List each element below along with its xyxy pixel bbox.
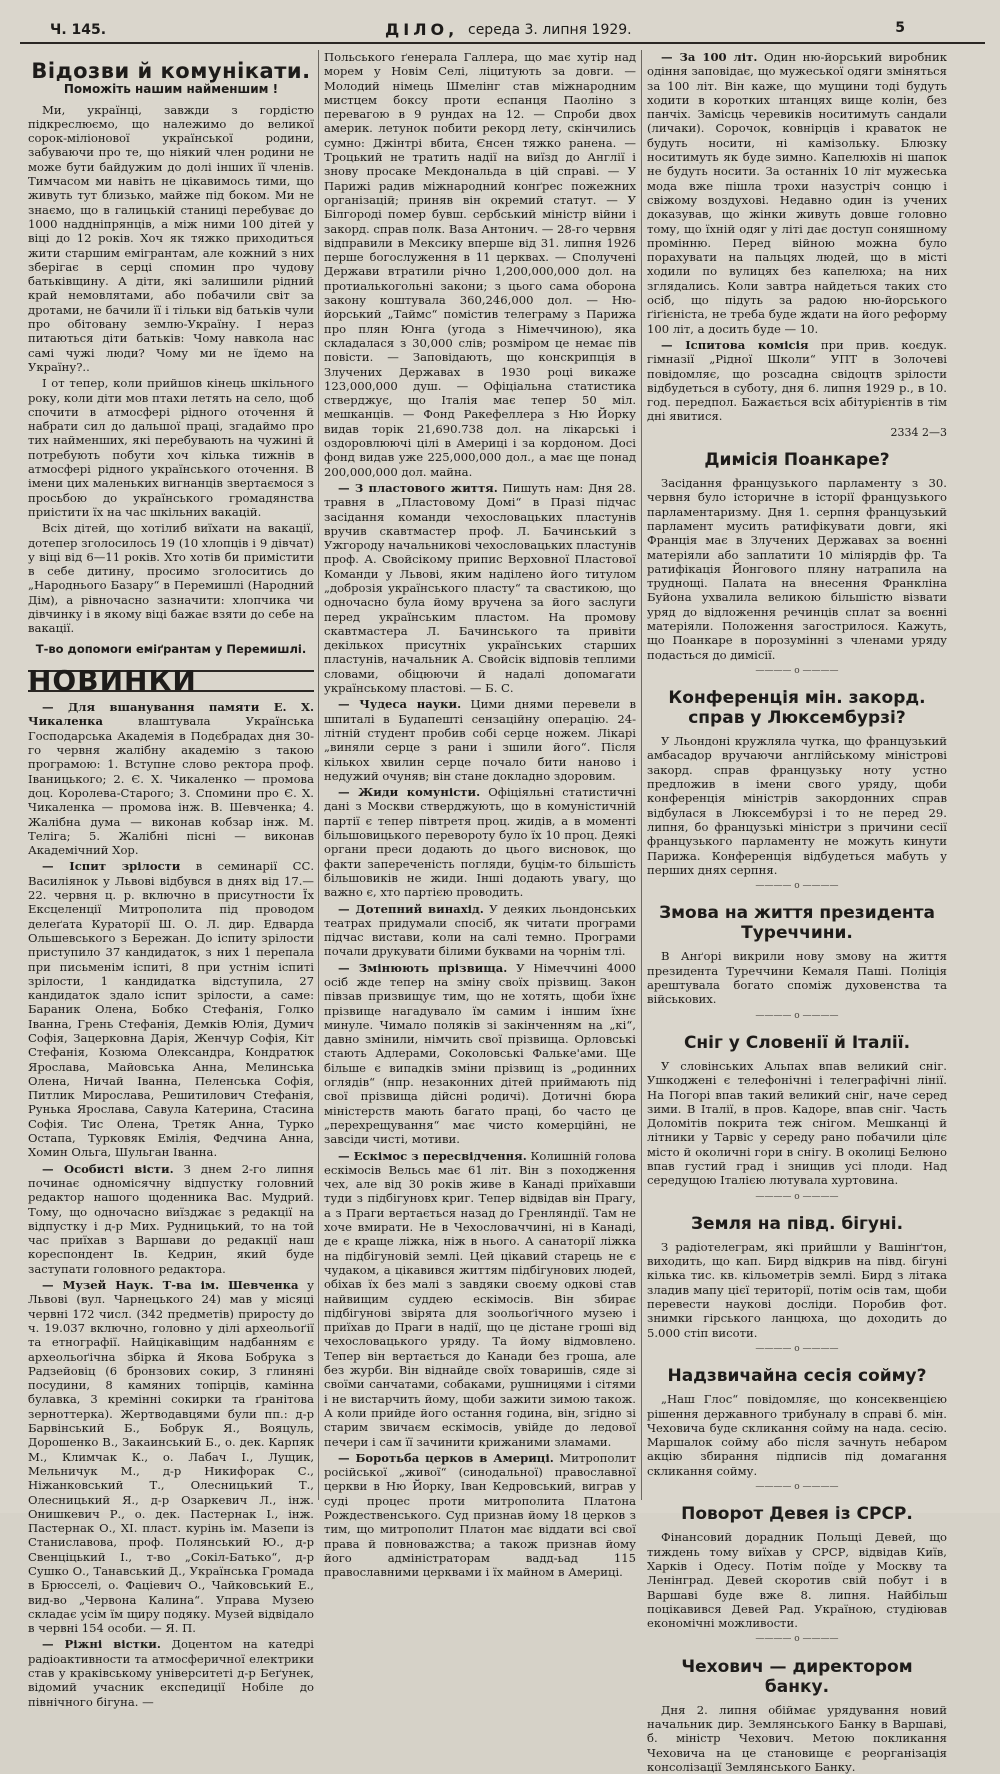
- news-item-lead: — Чудеса науки.: [338, 697, 462, 712]
- news-item-lead: — Ріжні вістки.: [42, 1637, 161, 1652]
- news-item: [324, 481, 636, 695]
- column-left: [28, 50, 315, 1709]
- news-item: [647, 338, 947, 424]
- article-body: Засідання французького парламенту з 30. червня було історичне в історії французького парламентаризму. Дня 1. серпня французький парламент мусить ратифікувати довги, які Франція має в Злучених Державах за воєнні матеріяли або заплатити 10 міліярдів фр. Та ратифікація Йонгового пляну натрапила на труднощі. Палата на внесення Франкліна Буйона ухвалила великою більшістю візвати уряд до відложення речинців сплат за воєнні матеріяли. Положення загострилося. Кажуть, що Поанкаре в порозумінні з членами уряду подасться до димісії.: [647, 476, 947, 662]
- article-body: „Наш Глос“ повідомляє, що консеквенцією рішення державного трибуналу в справі б. мін. Чеховича буде скликання сойму на нада. сесію. Маршалок сойму або після зачнуть небаром акцію збирання підписів під домагання скликання сойму.: [647, 1392, 947, 1478]
- appeal-paragraph: І от тепер, коли прийшов кінець шкільного року, коли діти мов птахи летять на село, щоб спочити в атмосфері рідного оточення й набрати сил до дальшої праці, згадаймо про тих найменших, які перебувають на чужині й потребують побути хоч кілька тижнів в атмосфері рідного українського оточення. В імени цих маленьких вигнанців звертаємося з просьбою до українського громадянства приістити їх на час шкільних вакацій.: [28, 376, 314, 519]
- article-body: З радіотелеграм, які прийшли у Вашінґтон, виходить, що кап. Бирд відкрив на півд. бігуні кілька тис. кв. кільометрів землі. Бирд з літака зладив мапу цієї території, потім осів там, щоби перевести наукові досліди. Поробив фот. знимки гірського ланцюха, що доходить до 5.000 стіп висоти.: [647, 1239, 947, 1340]
- news-item: [28, 1162, 314, 1276]
- appeal-subtitle: Поможіть нашим найменшим !: [63, 82, 279, 97]
- news-item: [324, 1451, 636, 1580]
- column-divider: [318, 50, 319, 1500]
- article-headline: Земля на півд. бігуні.: [690, 1213, 904, 1234]
- news-item-text: Офіціяльні статистичні дані з Москви стверджують, що в комуністичній партії є тепер півтретя проц. жидів, а в моменті більшовицького перевороту було їх 10 проц. Деякі органи преси додають до цього висновок, що факти запереченість погляди, буцім-то більшість більшовиків не жиди. Інші додають увагу, що важно є, хто партією проводить.: [324, 785, 636, 900]
- news-item-lead: — Особисті вісти.: [42, 1161, 174, 1176]
- news-item: [647, 50, 947, 336]
- news-item-lead: — За 100 літ.: [661, 50, 758, 64]
- news-item: [324, 1149, 636, 1449]
- news-item: [28, 700, 314, 857]
- news-item-text: У Німеччині 4000 осіб жде тепер на зміну своїх прізвищ. Закон півзав призвищує тим, що не хотять, щоби їхнє прізвище нагадувало їм самим і іншим їхнє минуле. Чимало поляків зі закінченням на „кі“, давно змінили, німчить свої прізвища. Орловські стають Адлерами, Соколовські Фальке'ами. Ще більше є випадків зміни прізвищ із „родинних оглядів“ (нпр. незаконних дітей приймають під свої прізвища дійсні родичі). Дотичні бюра міністерств мають багато праці, бо часто це „перехрещування“ має чисто комерційні, не завсіди чисті, мотиви.: [324, 960, 636, 1147]
- news-item-text: У деяких льондонських театрах придумали спосіб, як читати програми підчас вистави, коли на салі темно. Програми почали друкувати білими буквами на чорнім тлі.: [324, 901, 636, 959]
- section-title-news: НОВИНКИ: [28, 670, 314, 692]
- news-item-text: Один ню-йорський виробник одіння заповідає, що мужеської одяги зміняться за 100 літ. Він каже, що мущини тоді будуть ходити в коротких штанцях вище колін, без панчіх. Замісць черевиків носитимуть сандали (личаки). Сорочок, ковнірців і краваток не будуть носити, ні камізольку. Блюзку носитимуть як буде зимно. Капелюхів ні шапок не будуть носити. За останніх 10 літ мужеська мода вже пішла трохи назустріч сонцю і свіжому воздухові. Недавно один із учених доказував, що жінки живуть довше головно тому, що їхній одяг у літі дає доступ соняшному промінню. Перед війною можна було порахувати на пальцях людей, що в місті ходили по вулицях без капелюха; на них зглядались. Коли завтра найдеться таких сто осіб, що підуть за радою ню-йорського ґіґієніста, не треба буде ждати на його реформу 100 літ, а досить буде — 10.: [647, 50, 947, 336]
- article-headline: Змова на життя президента Туреччини.: [659, 903, 935, 944]
- news-item-lead: — Для вшанування памяти Е. Х. Чикаленка: [28, 700, 314, 729]
- news-item-lead: — Жиди комуністи.: [338, 785, 481, 800]
- newspaper-name: ДІЛО,: [385, 20, 459, 39]
- news-item-lead: — З пластового життя.: [338, 480, 498, 495]
- article-body: У Льондоні кружляла чутка, що французький амбасадор вручаючи англійському міністрові закорд. справ французьку ноту устно предложив в імени свого уряду, щоби конференція міністрів закордонних справ відбулася в Люксембурзі і то не перед 29. липня, бо французькі міністри з причини сесії французького парламенту не можуть кинути Парижа. Конференція відбудеться мабуть у перших днях серпня.: [647, 734, 947, 877]
- article-headline: Сніг у Словенії й Італії.: [683, 1032, 911, 1053]
- divider-ornament: ———— o ————: [755, 881, 839, 892]
- news-item-lead: — Дотепний винахід.: [338, 901, 484, 916]
- news-item-lead: — Музей Наук. Т-ва ім. Шевченка: [42, 1278, 299, 1293]
- issue-date: середа 3. липня 1929.: [468, 22, 632, 38]
- news-item: [324, 697, 636, 783]
- news-item-text: при прив. коєдук. гімназії „Рідної Школи“ УПТ в Золочеві повідомляє, що розсадна свідоцтв зрілости відбудеться в суботу, дня 6. липня 1929 р., в 10. год. передпол. Бажається всіх абітурієнтів в тім дні явитися.: [647, 337, 947, 424]
- article-body: У словінських Альпах впав великий сніг. Ушкоджені є телефонічні і телеграфічні лінії. На Погорі впав такий великий сніг, наче серед зими. В Італії, в пров. Кадоре, впав сніг. Часть Доломітів покрита теж снігом. Мешканці й літники у Тарвіс у середу рано побачили цілє місто й околичні гори в снігу. В околиці Белюно впав густий град і знищив усі плоди. Над середущою Італією лютувала хуртовина.: [647, 1058, 947, 1188]
- news-item-text: Доцентом на катедрі радіоактивности та атмосферичної електрики став у краківському університеті д-р Беґунек, відомий учасник експедиції Нобіле до північного бігуна. —: [28, 1637, 314, 1709]
- news-item-text: З днем 2-го липня починає одномісячну відпустку головний редактор нашого щоденника Вас. Мудрий. Тому, що одночасно виїзджає з редакції на відпустку і д-р Мих. Рудницький, то на той час приїхав з Варшави до редакції наш кореспондент Ів. Кедрин, який буде заступати головного редактора.: [28, 1161, 314, 1276]
- news-item-text: Пишуть нам: Дня 28. травня в „Пластовому Домі“ в Празі підчас засідання команди чехословацьких пластунів вручив скавтмастер проф. Л. Бачинський з Ужгороду начальникові чехословацьких пластунів проф. А. Свойсікому припис Верховної Пластової Команди у Львові, яким наділено його титулом „доброзія українського пласту“ та свастикою, що одночасно була йому вручена за його заслуги перед українським пластом. На промову скавтмастера Л. Бачинського та привіти декількох присутніх українських старших пластунів, начальник А. Свойсік відповів теплими словами, обіцюючи й надалі допомагати українському пластові. — Б. С.: [324, 480, 636, 696]
- column-middle: [324, 50, 636, 1580]
- article-body: Дня 2. липня обіймає урядування новий начальник дир. Землянського Банку в Варшаві, б. міністр Чехович. Метою покликання Чеховича на це становище є реорганізація консолізації Землянського Банку.: [647, 1702, 947, 1774]
- news-item: [28, 1637, 314, 1708]
- article-headline: Чехович — директором банку.: [681, 1656, 913, 1697]
- issue-number: Ч. 145.: [50, 22, 107, 38]
- news-item: [28, 1278, 314, 1635]
- column-right: [647, 50, 947, 1774]
- appeal-signature: Т-во допомоги еміґрантам у Перемишлі.: [35, 641, 307, 656]
- news-item-text: влаштувала Українська Господарська Академія в Подєбрадах дня 30-го червня жалібну академію з такою програмою: 1. Вступне слово ректора проф. Іваницького; 2. Є. Х. Чикаленко — промова доц. Королева-Старого; 3. Спомини про Є. Х. Чикаленка — промова інж. В. Шевченка; 4. Жалібна дума — виконав кобзар інж. М. Теліга; 5. Жалібні пісні — виконав Академічний Хор.: [28, 714, 314, 858]
- news-item-lead: — Ескімос з пересвідчення.: [338, 1148, 527, 1163]
- news-item-text: у Львові (вул. Чарнецького 24) мав у місяці червні 172 числ. (342 предметів) приросту до ч. 19.037 включно, головно у ділі археольоґії та етнографії. Найцікавіщим надбанням є археольоґічна збірка й Якова Бобрука з Радзейовіц (6 бронзових сокир, 3 глиняні посудини, 8 камяних топірців, камінна булавка, 3 кремінні сокирки та ґранітова зерноттерка). Жертводавцями були пп.: д-р Барвінський Б., Бобрук Я., Вояцуль, Дорошенко В., Закаинський Б., о. дек. Карпяк М., Климчак К., о. Лабач І., Лущик, Мельничук М., д-р Никифорак С., Ніжанковський Т., Олесницький Т., Олесницький Я., д-р Озаркевич Л., інж. Онишкевич Р., о. дек. Пастернак І., інж. Пастернак О., XI. пласт. курінь ім. Мазепи із Станиславова, проф. Полянський Ю., д-р Свенціцький І., т-во „Сокіл-Батько“, д-р Сушко О., Танавський Д., Українська Громада в Брюсселі, о. Фаціевич О., Чайковський Е., вид-во „Червона Калина“. Управа Музею складає усім їм щиру подяку. Музей відвідало в червні 154 особи. — Я. П.: [28, 1278, 314, 1636]
- article-headline: Надзвичайна сесія сойму?: [667, 1366, 927, 1387]
- news-item: [28, 859, 314, 1159]
- news-item-text: Колишній голова ескімосів Вельсь має 61 літ. Він з походження чех, але від 30 років живе в Канаді приїхавши туди з підбігуновх криг. Тепер відвідав він Прагу, а з Праги вертається назад до Гренляндії. Там не хоче вмирати. Не в Чехословаччині, ні в Канаді, де є краще ліжка, ніж в нього. А санаторії ліжка на підбігуновій землі. Цей цікавий старець не є чудаком, а цікавився життям підбігунових людей, обіхав їх без малі з завдяки своєму одкові став найвищим суддею ескімосів. Він збирає підбігунові звірята для зоольоґічного музею і приїхав до Праги в надії, що це дістане гроші від чехословацького уряду. Та йому відмовлено. Тепер він вертається до Канади без гроша, але без журби. Він віднайде своїх товаришів, сяде зі своїми санчатами, собаками, рушницями і сітями і не вистарчить йому, щоби зажити зимою також. А коли прийде його остання година, він, згідно зі старим звичаєм ескімосів, увійде до ледової печери і сам її зачинити крижаними зламами.: [324, 1148, 636, 1449]
- divider-ornament: ———— o ————: [755, 1010, 839, 1021]
- article-headline: Конференція мін. закорд. справ у Люксембурзі?: [668, 688, 926, 729]
- news-item-text: Цими днями перевели в шпиталі в Будапешті сензаційну операцію. 24-літній студент пробив собі серце ножем. Лікарі „виняли серце з рани і зшили його“. Після кількох хвилин серце почало бити наново і недужий очуняв; він стане докладно здоровим.: [324, 697, 636, 783]
- column-divider: [641, 50, 642, 1500]
- appeal-paragraph: Ми, українці, завжди з гордістю підкреслюємо, що належимо до великої сорок-міліонової української родини, забуваючи про те, що ніякий член родини не може бути байдужим до долі інших її членів. Тимчасом ми навіть не цікавимось тими, що живуть тут близько, майже під боком. Ми не знаємо, що в галицькій станиці перебуває до 1000 наддніпрянців, а між ними 100 дітей у віці до 12 років. Хоч як тяжко приходиться жити старшим емігрантам, але кожний з них зберігає в серці спомин про чудову батьківщину. А діти, які залишили рідний край немовлятами, або побачили світ за дротами, не бачили її і тільки від батьків чули про обітовану землю-Україну. І нераз питаються діти батьків: Чому навкола нас самі чужі люди? Чому ми не їдемо на Україну?..: [28, 102, 314, 374]
- article-body: В Анґорі викрили нову змову на життя президента Туреччини Кемаля Паші. Поліція арештувала богато споміж духовенства та військових.: [647, 949, 947, 1007]
- divider-ornament: ———— o ————: [755, 1343, 839, 1354]
- news-item-text: Митрополит російської „живої“ (синодальної) православної церкви в Ню Йорку, Іван Кедровський, виграв у суді процес проти митрополита Платона Рождественського. Суд признав йому 18 церков з тим, що митрополит Платон має віддати всі свої права й повноважства; а також признав йому його адміністраторам вадд-ьад 115 православними церквами і їх майном в Америці.: [324, 1450, 636, 1580]
- divider-ornament: ———— o ————: [755, 1482, 839, 1493]
- news-item-lead: — Боротьба церков в Америці.: [338, 1450, 554, 1465]
- appeal-paragraph: Всіх дітей, що хотілиб виїхати на вакації, дотепер зголосилось 19 (10 хлопців і 9 дівчат) у віці від 6—11 років. Хто хотів би примістити в себе дитину, просимо зголоситись до „Народнього Базару“ в Перемишлі (Народний Дім), а рівночасно зазначити: хлопчика чи дівчинку і в якому віці бажає взяти до себе на вакації.: [28, 521, 314, 636]
- divider-ornament: ———— o ————: [755, 1634, 839, 1645]
- section-title-appeals: Відозви й комунікати.: [31, 59, 311, 83]
- news-item-lead: — Іспит зрілости: [42, 859, 181, 874]
- news-continuation: Польського ґенерала Галлера, що має хутір над морем у Новім Селі, ліцитують за довги. — Молодий німець Шмелінг став міжнародним мистцем боксу проти еспанця Паоліно з перевагою в 9 рундах на 12. — Спроби двох америк. летунок побити рекорд лету, скінчились сумно: Джінтрі вбита, Єнсен тяжко ранена. — Троцький не тратить надії на виїзд до Англії і знову просаке Мекдональда в цій справі. — У Парижі радив міжнародний конґрес пожежних організацій; приняв він окремий статут. — У Білгороді помер бувш. сербський міністр війни і закорд. справ полк. Ваза Антонич. — 28-го червня відправили в Мексику вперше від 31. липня 1926 перше богослуження в 11 церквах. — Сполучені Держави втратили річно 1,200,000,000 дол. на протиалькогольні закони; з цього сама оборона закону коштувала 360,246,000 дол. — Ню-йорський „Таймс“ помістив телеграму з Парижа про плян Юнга (угода з Німеччиною), яка складалася з 30,000 слів; розміром це немає пів повісти. — Заповідають, що конскрипція в Злучених Державах в 1930 році викаже 123,000,000 душ. — Офіціальна статистика стверджує, що Італія має тепер 50 міл. мешканців. — Фонд Ракефеллера з Ню Йорку видав торік 21,690.738 дол. на лікарські і оздоровлюючі цілі в Америці і за кордоном. Досі фонд видав уже 225,000,000 дол., а має ще понад 200,000,000 дол. майна.: [324, 50, 636, 479]
- page-number: 5: [895, 20, 905, 36]
- news-item: [324, 902, 636, 959]
- news-item-lead: — Змінюють прізвища.: [338, 960, 508, 975]
- masthead: [20, 20, 985, 44]
- article-headline: Поворот Девея із СРСР.: [681, 1504, 913, 1525]
- article-headline: Димісія Поанкаре?: [704, 450, 890, 471]
- divider-ornament: ———— o ————: [755, 665, 839, 676]
- divider-ornament: ———— o ————: [755, 1191, 839, 1202]
- news-item-lead: — Іспитова комісія: [661, 337, 809, 352]
- news-item-text: в семинарії СС. Василіянок у Львові відбувся в днях від 17.—22. червня ц. р. включно в присутности Їх Ексцеленції Митрополита під проводом делеґата Кураторії Ш. О. Л. дир. Едварда Ольшевського з Бережан. До іспиту зрілости приступило 37 кандидаток, з них 1 перепала при письменім іспиті, 8 при устнім іспиті зрілости, 1 кандидатка відступила, 27 кандидаток здало іспит зрілости, а саме: Бараник Олена, Бобко Стефанія, Голко Іванна, Грень Стефанія, Демків Юлія, Думич Софія, Зацерковна Дарія, Женчур Софія, Кіт Стефанія, Козюма Олександра, Кондратюк Ярослава, Майовська Анна, Мелинська Олена, Ничай Іванна, Пеленська Софія, Питлик Мирослава, Решитилович Стефанія, Рунька Ярослава, Савула Катерина, Стасина Софія. Тис Олена, Третяк Анна, Турко Остапа, Турковяк Емілія, Федчина Анна, Хомин Ольга, Шульган Іванна.: [28, 859, 315, 1160]
- news-item: [324, 961, 636, 1147]
- ad-code: 2334 2—3: [890, 425, 947, 439]
- news-item: [324, 785, 636, 899]
- article-body: Фінансовий дорадник Польщі Девей, що тиждень тому виїхав у СРСР, відвідав Київ, Харків і Одесу. Потім поїде у Москву та Ленінград. Девей скоротив свій побут і в Варшаві буде вже 8. липня. Найбільш поцікавився Девей Рад. Україною, студіював економічні можливости.: [647, 1530, 947, 1631]
